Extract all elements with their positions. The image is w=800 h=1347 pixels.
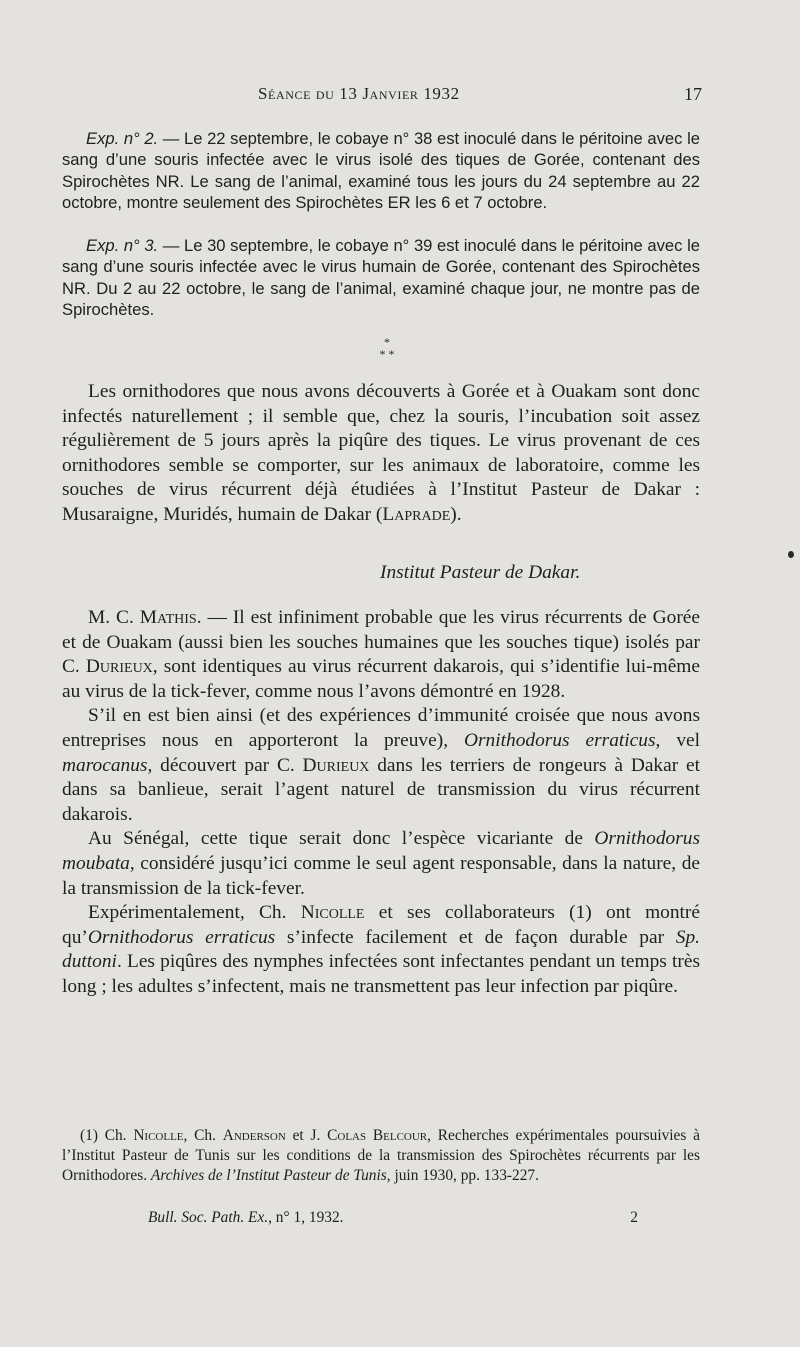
conclusion-end: ). — [450, 503, 462, 525]
discussion-paragraph-3 — [62, 827, 700, 901]
footer-journal: Bull. Soc. Path. Ex. — [148, 1209, 269, 1226]
p4-text-b: et ses collaborateurs (1) ont montré qu’ — [62, 902, 700, 948]
p4-text-d: . Les piqûres des nymphes infectées sont infectantes pendant un temps très long ; les adultes s’infectent, mais ne transmettent pas leur infection par piqûre. — [62, 951, 700, 997]
discussion-paragraph-1 — [62, 606, 700, 704]
running-head: Séance du 13 Janvier 1932 — [258, 84, 460, 103]
author-nicolle: Nicolle — [300, 902, 365, 924]
page-header — [62, 84, 702, 110]
experiment-2 — [62, 128, 700, 214]
author-durieux-2: Durieux — [302, 754, 370, 776]
species-duttoni: Sp. duttoni — [62, 926, 700, 973]
p1-text-b: , sont identiques au virus récurrent dakarois, qui s’identifie lui-même au virus de la tick-fever, comme nous l’avons démontré en 1928. — [62, 656, 700, 702]
footnote-end: , juin 1930, pp. 133-227. — [386, 1167, 539, 1185]
separator-bottom-stars: * * — [379, 347, 395, 361]
author-durieux: Durieux — [85, 656, 153, 678]
p3-text-b: , considéré jusqu’ici comme le seul agent responsable, dans la nature, de la transmission de la tick-fever. — [62, 852, 700, 899]
p2-text-c: , découvert par C. — [147, 754, 303, 776]
exp2-label: Exp. n° 2. — [86, 129, 159, 148]
experiment-3 — [62, 235, 700, 321]
footnote-journal: Archives de l’Institut Pasteur de Tunis — [150, 1167, 387, 1185]
p2-text-d: dans les terriers de rongeurs à Dakar et dans sa banlieue, serait l’agent naturel de transmission du virus récurrent dakarois. — [62, 754, 700, 825]
p2-text-a: S’il en est bien ainsi (et des expériences d’immunité croisée que nous avons entreprises nous en apporteront la preuve), — [62, 705, 700, 751]
p2-text-b: , vel — [655, 729, 701, 751]
p1-text-a: — Il est infiniment probable que les virus récurrents de Gorée et de Ouakam (aussi bien les souches humaines que les souches tique) isolés par C. — [62, 607, 700, 678]
footnote-author-2: Anderson — [222, 1127, 286, 1144]
species-moubata: Ornithodorus moubata — [62, 828, 700, 874]
footnote — [62, 1126, 700, 1187]
page-number: 17 — [684, 84, 702, 104]
p4-text-a: Expérimentalement, Ch. — [88, 902, 301, 924]
margin-ink-dot — [788, 551, 794, 558]
discussion-paragraph-4 — [62, 901, 700, 999]
species-marocanus: marocanus — [62, 754, 148, 776]
conclusion-text: Les ornithodores que nous avons découverts à Gorée et à Ouakam sont donc infectés naturellement ; il semble que, chez la souris, l’incubation soit assez régulièrement de 5 jours après la piqûre des tiques. Le virus provenant de ces ornithodores semble se comporter, sur les animaux de laboratoire, comme les souches de virus récurrent déjà étudiées à l’Institut Pasteur de Dakar : Musaraigne, Muridés, humain de Dakar ( — [62, 381, 700, 525]
footer-issue: , n° 1, 1932. — [268, 1209, 344, 1226]
separator-top-star: * — [384, 335, 390, 349]
ref-laprade: Laprade — [382, 503, 451, 525]
species-erraticus-2: Ornithodorus erraticus — [87, 926, 276, 948]
species-erraticus: Ornithodorus erraticus — [463, 729, 656, 751]
speaker: M. C. Mathis. — [88, 607, 202, 628]
exp3-text: — Le 30 septembre, le cobaye n° 39 est inoculé dans le péritoine avec le sang d’une souris infectée avec le virus humain de Gorée, contenant des Spirochètes NR. Du 2 au 22 octobre, le sang de l’animal, examiné chaque jour, ne montre pas de Spirochètes. — [62, 236, 700, 320]
p4-text-c: s’infecte facilement et de façon durable par — [275, 926, 676, 948]
page-footer — [148, 1209, 638, 1227]
p3-text-a: Au Sénégal, cette tique serait donc l’espèce vicariante de — [88, 828, 595, 850]
footnote-author-3: Colas Belcour — [327, 1127, 428, 1144]
footnote-text: , Recherches expérimentales poursuivies à l’Institut Pasteur de Tunis sur les conditions de la transmission des Spirochètes récurrents par les Ornithodores. — [62, 1127, 700, 1185]
exp3-label: Exp. n° 3. — [86, 236, 159, 255]
discussion-paragraph-2 — [62, 704, 700, 827]
section-separator — [372, 336, 402, 366]
discussion — [62, 606, 700, 1000]
footnote-sep-2: et J. — [285, 1127, 328, 1144]
exp2-text: — Le 22 septembre, le cobaye n° 38 est inoculé dans le péritoine avec le sang d’une souris infectée avec le virus isolé des tiques de Gorée, contenant des Spirochètes NR. Le sang de l’animal, examiné tous les jours du 24 septembre au 22 octobre, montre seulement des Spirochètes ER les 6 et 7 octobre. — [62, 129, 700, 213]
footnote-sep-1: , Ch. — [183, 1127, 223, 1144]
footnote-author-1: Nicolle — [133, 1127, 184, 1144]
conclusion-paragraph — [62, 380, 700, 528]
footnote-marker: (1) Ch. — [80, 1127, 134, 1144]
signature: Institut Pasteur de Dakar. — [380, 562, 581, 583]
sheet-number: 2 — [630, 1209, 638, 1226]
